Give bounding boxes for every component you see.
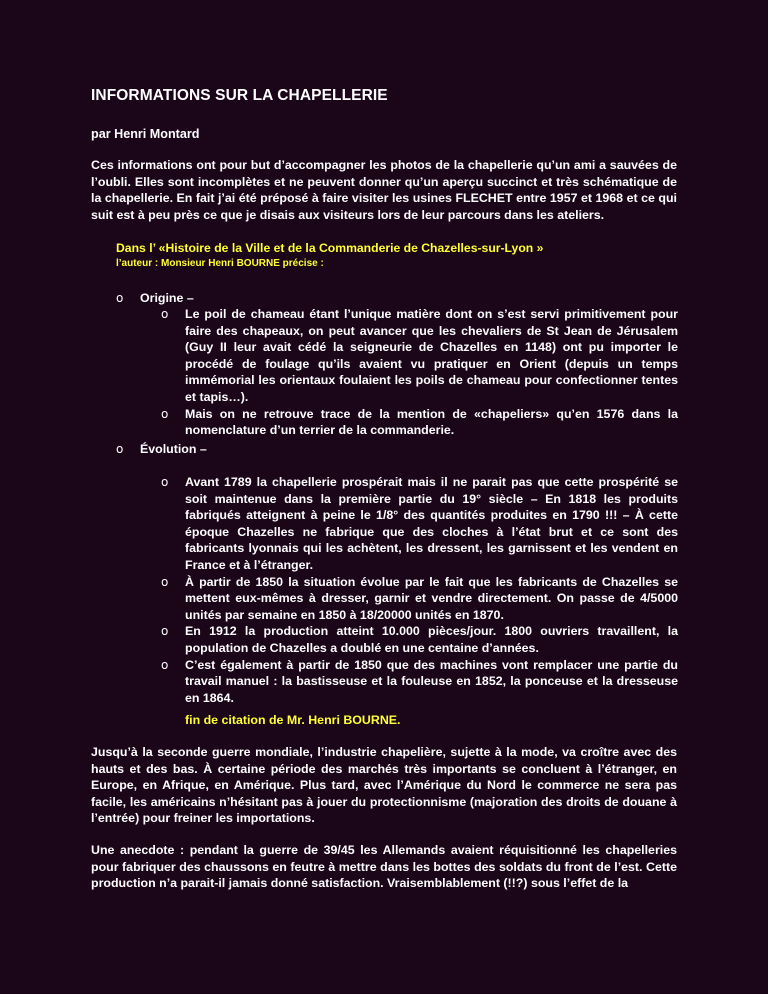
bullet-icon: o [161, 307, 169, 321]
bullet-icon: o [116, 442, 124, 456]
section-heading-origine [116, 290, 194, 307]
citation-end: fin de citation de Mr. Henri BOURNE. [185, 713, 401, 727]
body-paragraph: Jusqu’à la seconde guerre mondiale, l’industrie chapelière, sujette à la mode, va croître avec des hauts et des bas. À certaine période des marchés très importants se concluent à l’étranger, en Europe, en Afrique, en Amérique. Plus tard, avec l’Amérique du Nord le commerce ne sera pas facile, les américains n’hésitant pas à jouer du protectionnisme (majoration des droits de douane à l’entrée) pour freiner les importations. [91, 745, 677, 826]
list-item [161, 406, 678, 439]
intro-paragraph: Ces informations ont pour but d’accompagner les photos de la chapellerie qu’un ami a sauvées de l’oubli. Elles sont incomplètes et ne peuvent donner qu’un aperçu succinct et très schématique de la chapellerie. En fait j’ai été préposé à faire visiter les usines FLECHET entre 1957 et 1968 et ce qui suit est à peu près ce que je disais aux visiteurs lors de leur parcours dans les ateliers. [91, 158, 677, 222]
list-item-text: En 1912 la production atteint 10.000 pièces/jour. 1800 ouvriers travaillent, la population de Chazelles a doublé en une centaine d’années. [185, 624, 678, 655]
section-heading-label: Origine – [140, 291, 194, 305]
section-list-origine [161, 306, 678, 439]
bullet-icon: o [161, 475, 169, 489]
bullet-icon: o [161, 657, 169, 672]
citation-author: l’auteur : Monsieur Henri BOURNE précise : [116, 258, 324, 269]
list-item-text: Mais on ne retrouve trace de la mention de «chapeliers» qu’en 1576 dans la nomenclature d’un terrier de la commanderie. [185, 406, 678, 438]
list-item-text: Le poil de chameau étant l’unique matière dont on s’est servi primitivement pour faire des chapeaux, on peut avancer que les chevaliers de St Jean de Jérusalem (Guy II leur avait cédé la seigneurie de Chazelles en 1148) ont pu importer le procédé de foulage qu’ils avaient vu pratiquer en Orient (depuis un temps immémorial les orientaux foulaient les poils de chameau pour confectionner tentes et tapis…). [185, 307, 678, 404]
page-title: INFORMATIONS SUR LA CHAPELLERIE [91, 87, 388, 104]
citation-title: Dans l’ «Histoire de la Ville et de la Commanderie de Chazelles-sur-Lyon » [116, 241, 544, 255]
list-item [161, 574, 678, 624]
bullet-icon: o [116, 291, 124, 305]
list-item-text: Avant 1789 la chapellerie prospérait mais il ne parait pas que cette prospérité se soit maintenue dans la première partie du 19° siècle – En 1818 les produits fabriqués atteignent à peine le 1/8° des quantités produites en 1790 !!! – À cette époque Chazelles ne fabrique que des cloches à l’état brut et ce sont des fabricants lyonnais qui les achètent, les dressent, les garnissent et les vendent en France et à l’étranger. [185, 475, 678, 572]
list-item [161, 657, 678, 707]
author-line: par Henri Montard [91, 127, 200, 141]
section-list-evolution [161, 474, 678, 706]
bullet-icon: o [161, 574, 169, 589]
list-item [161, 306, 678, 406]
bullet-icon: o [161, 624, 169, 639]
list-item-text: C’est également à partir de 1850 que des machines vont remplacer une partie du travail manuel : la bastisseuse et la fouleuse en 1852, la ponceuse et la dresseuse en 1864. [185, 657, 678, 705]
section-heading-evolution [116, 441, 207, 458]
section-heading-label: Évolution – [140, 442, 207, 456]
body-paragraph: Une anecdote : pendant la guerre de 39/45 les Allemands avaient réquisitionné les chapelleries pour fabriquer des chaussons en feutre à mettre dans les bottes des soldats du front de l’est. Cette production n’a parait-il jamais donné satisfaction. Vraisemblablement (!!?) sous l’effet de la [91, 843, 677, 891]
list-item [161, 474, 678, 574]
bullet-icon: o [161, 406, 169, 421]
list-item-text: À partir de 1850 la situation évolue par le fait que les fabricants de Chazelles se mettent eux-mêmes à dresser, garnir et vendre directement. On passe de 4/5000 unités par semaine en 1850 à 18/20000 unités en 1870. [185, 574, 678, 622]
list-item [161, 623, 678, 656]
